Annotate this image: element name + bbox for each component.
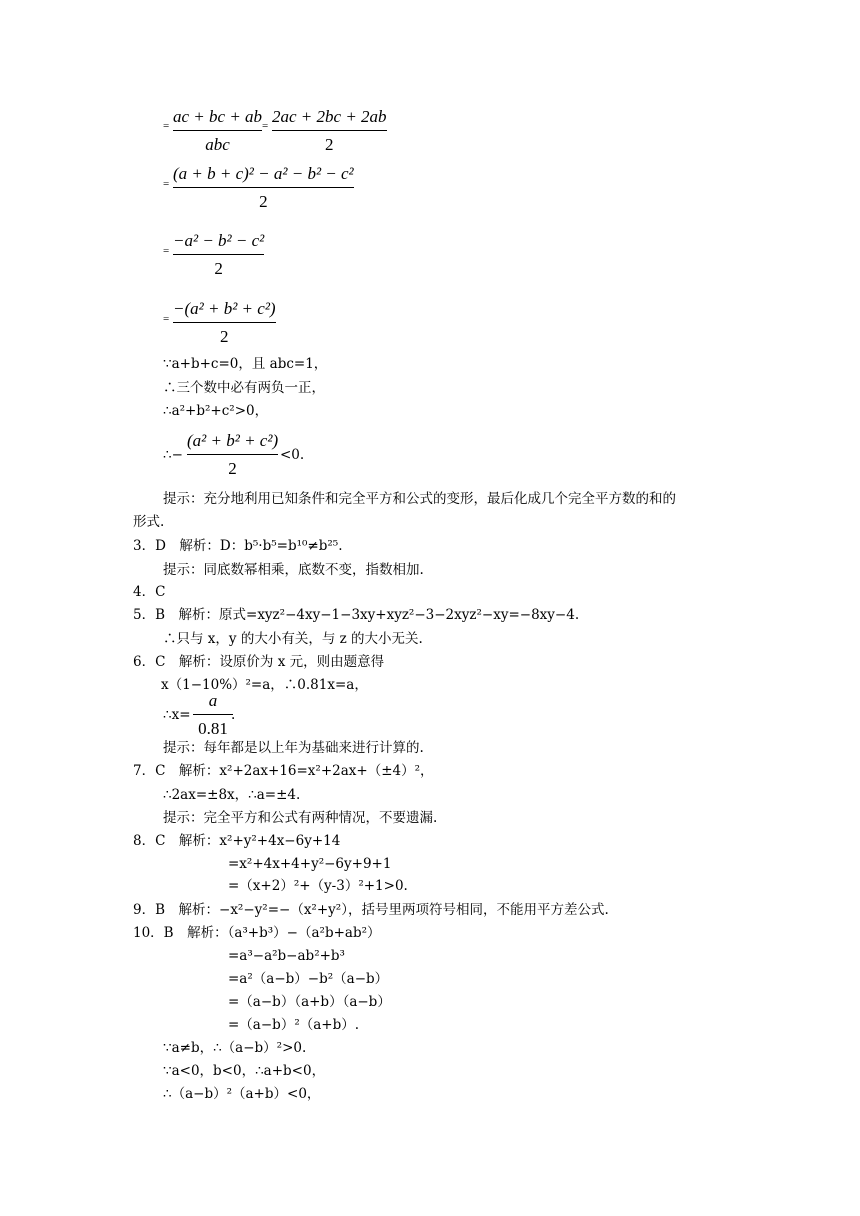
fraction-bar (193, 714, 233, 715)
fraction-numerator: −a² − b² − c² (173, 231, 265, 250)
fraction-numerator: (a² + b² + c²) (187, 431, 279, 450)
fraction-2 (272, 106, 387, 156)
text-line: x（1−10%）²=a，∴0.81x=a， (161, 677, 368, 693)
fraction-bar (187, 454, 278, 455)
fraction-numerator: 2ac + 2bc + 2ab (272, 107, 387, 126)
hint-line: 提示：充分地利用已知条件和完全平方和公式的变形，最后化成几个完全平方数的和的 (163, 491, 676, 507)
equals-sign: = (163, 120, 170, 132)
answer-3: 3．D 解析：D：b⁵·b⁵=b¹⁰≠b²⁵. (133, 538, 343, 554)
answer-4: 4．C (133, 584, 166, 600)
therefore-negative: ∴− (163, 447, 183, 463)
answer-5: 5．B 解析：原式=xyz²−4xy−1−3xy+xyz²−3−2xyz²−xy=−8xy−4. (133, 607, 580, 623)
hint-line: 形式. (133, 514, 165, 530)
text-line: ∴三个数中必有两负一正， (163, 380, 325, 396)
fraction-denominator: 0.81 (198, 719, 228, 738)
text-line: ∵a+b+c=0，且 abc=1， (163, 356, 328, 372)
answer-6: 6．C 解析：设原价为 x 元，则由题意得 (133, 654, 385, 670)
fraction-numerator: ac + bc + ab (173, 107, 263, 126)
fraction-denominator: 2 (220, 327, 229, 346)
text-line: =x²+4x+4+y²−6y+9+1 (228, 856, 392, 872)
text-line: ∴a²+b²+c²>0， (163, 403, 269, 419)
text-line: =a²（a−b）−b²（a−b） (228, 971, 389, 987)
fraction-numerator: (a + b + c)² − a² − b² − c² (173, 164, 354, 183)
fraction-4 (173, 230, 264, 280)
fraction-5 (173, 298, 276, 348)
text-line: ∴（a−b）²（a+b）<0， (163, 1086, 321, 1102)
less-than-zero: <0. (280, 447, 305, 463)
answer-9: 9．B 解析：−x²−y²=−（x²+y²），括号里两项符号相同，不能用平方差公式. (133, 902, 609, 918)
answer-7: 7．C 解析：x²+2ax+16=x²+2ax+（±4）²， (133, 763, 434, 779)
fraction-denominator: 2 (325, 135, 334, 154)
fraction-7 (193, 690, 236, 740)
fraction-3 (173, 163, 354, 213)
fraction-bar (173, 130, 262, 131)
text-line: ∵a<0，b<0，∴a+b<0， (163, 1063, 326, 1079)
text-line: ∴x= (163, 707, 191, 723)
fraction-denominator: 2 (214, 259, 223, 278)
fraction-denominator: 2 (228, 459, 237, 478)
fraction-6 (187, 430, 278, 480)
text-line: ∵a≠b，∴（a−b）²>0. (163, 1040, 307, 1056)
equals-sign: = (163, 313, 170, 325)
text-line: ∴只与 x，y 的大小有关，与 z 的大小无关. (163, 631, 423, 647)
fraction-bar (272, 130, 387, 131)
fraction-bar (173, 187, 354, 188)
fraction-bar (173, 322, 276, 323)
equals-sign: = (262, 120, 269, 132)
fraction-bar (173, 254, 264, 255)
hint-line: 提示：同底数幂相乘，底数不变，指数相加. (163, 562, 424, 578)
fraction-1 (173, 106, 262, 156)
hint-line: 提示：每年都是以上年为基础来进行计算的. (163, 740, 424, 756)
text-line: =（x+2）²+（y-3）²+1>0. (228, 878, 408, 894)
text-line: ∴2ax=±8x，∴a=±4. (163, 787, 301, 803)
text-line: =（a−b）（a+b）（a−b） (228, 994, 391, 1010)
fraction-numerator: −(a² + b² + c²) (173, 299, 276, 318)
period: . (231, 707, 236, 723)
fraction-denominator: 2 (259, 192, 268, 211)
text-line: =a³−a²b−ab²+b³ (228, 948, 345, 964)
equals-sign: = (163, 178, 170, 190)
answer-10: 10．B 解析：（a³+b³）−（a²b+ab²） (133, 925, 381, 941)
text-line: =（a−b）²（a+b）. (228, 1017, 360, 1033)
fraction-numerator: a (208, 691, 218, 710)
answer-8: 8．C 解析：x²+y²+4x−6y+14 (133, 833, 341, 849)
equals-sign: = (163, 245, 170, 257)
hint-line: 提示：完全平方和公式有两种情况，不要遗漏. (163, 810, 438, 826)
fraction-denominator: abc (205, 135, 230, 154)
